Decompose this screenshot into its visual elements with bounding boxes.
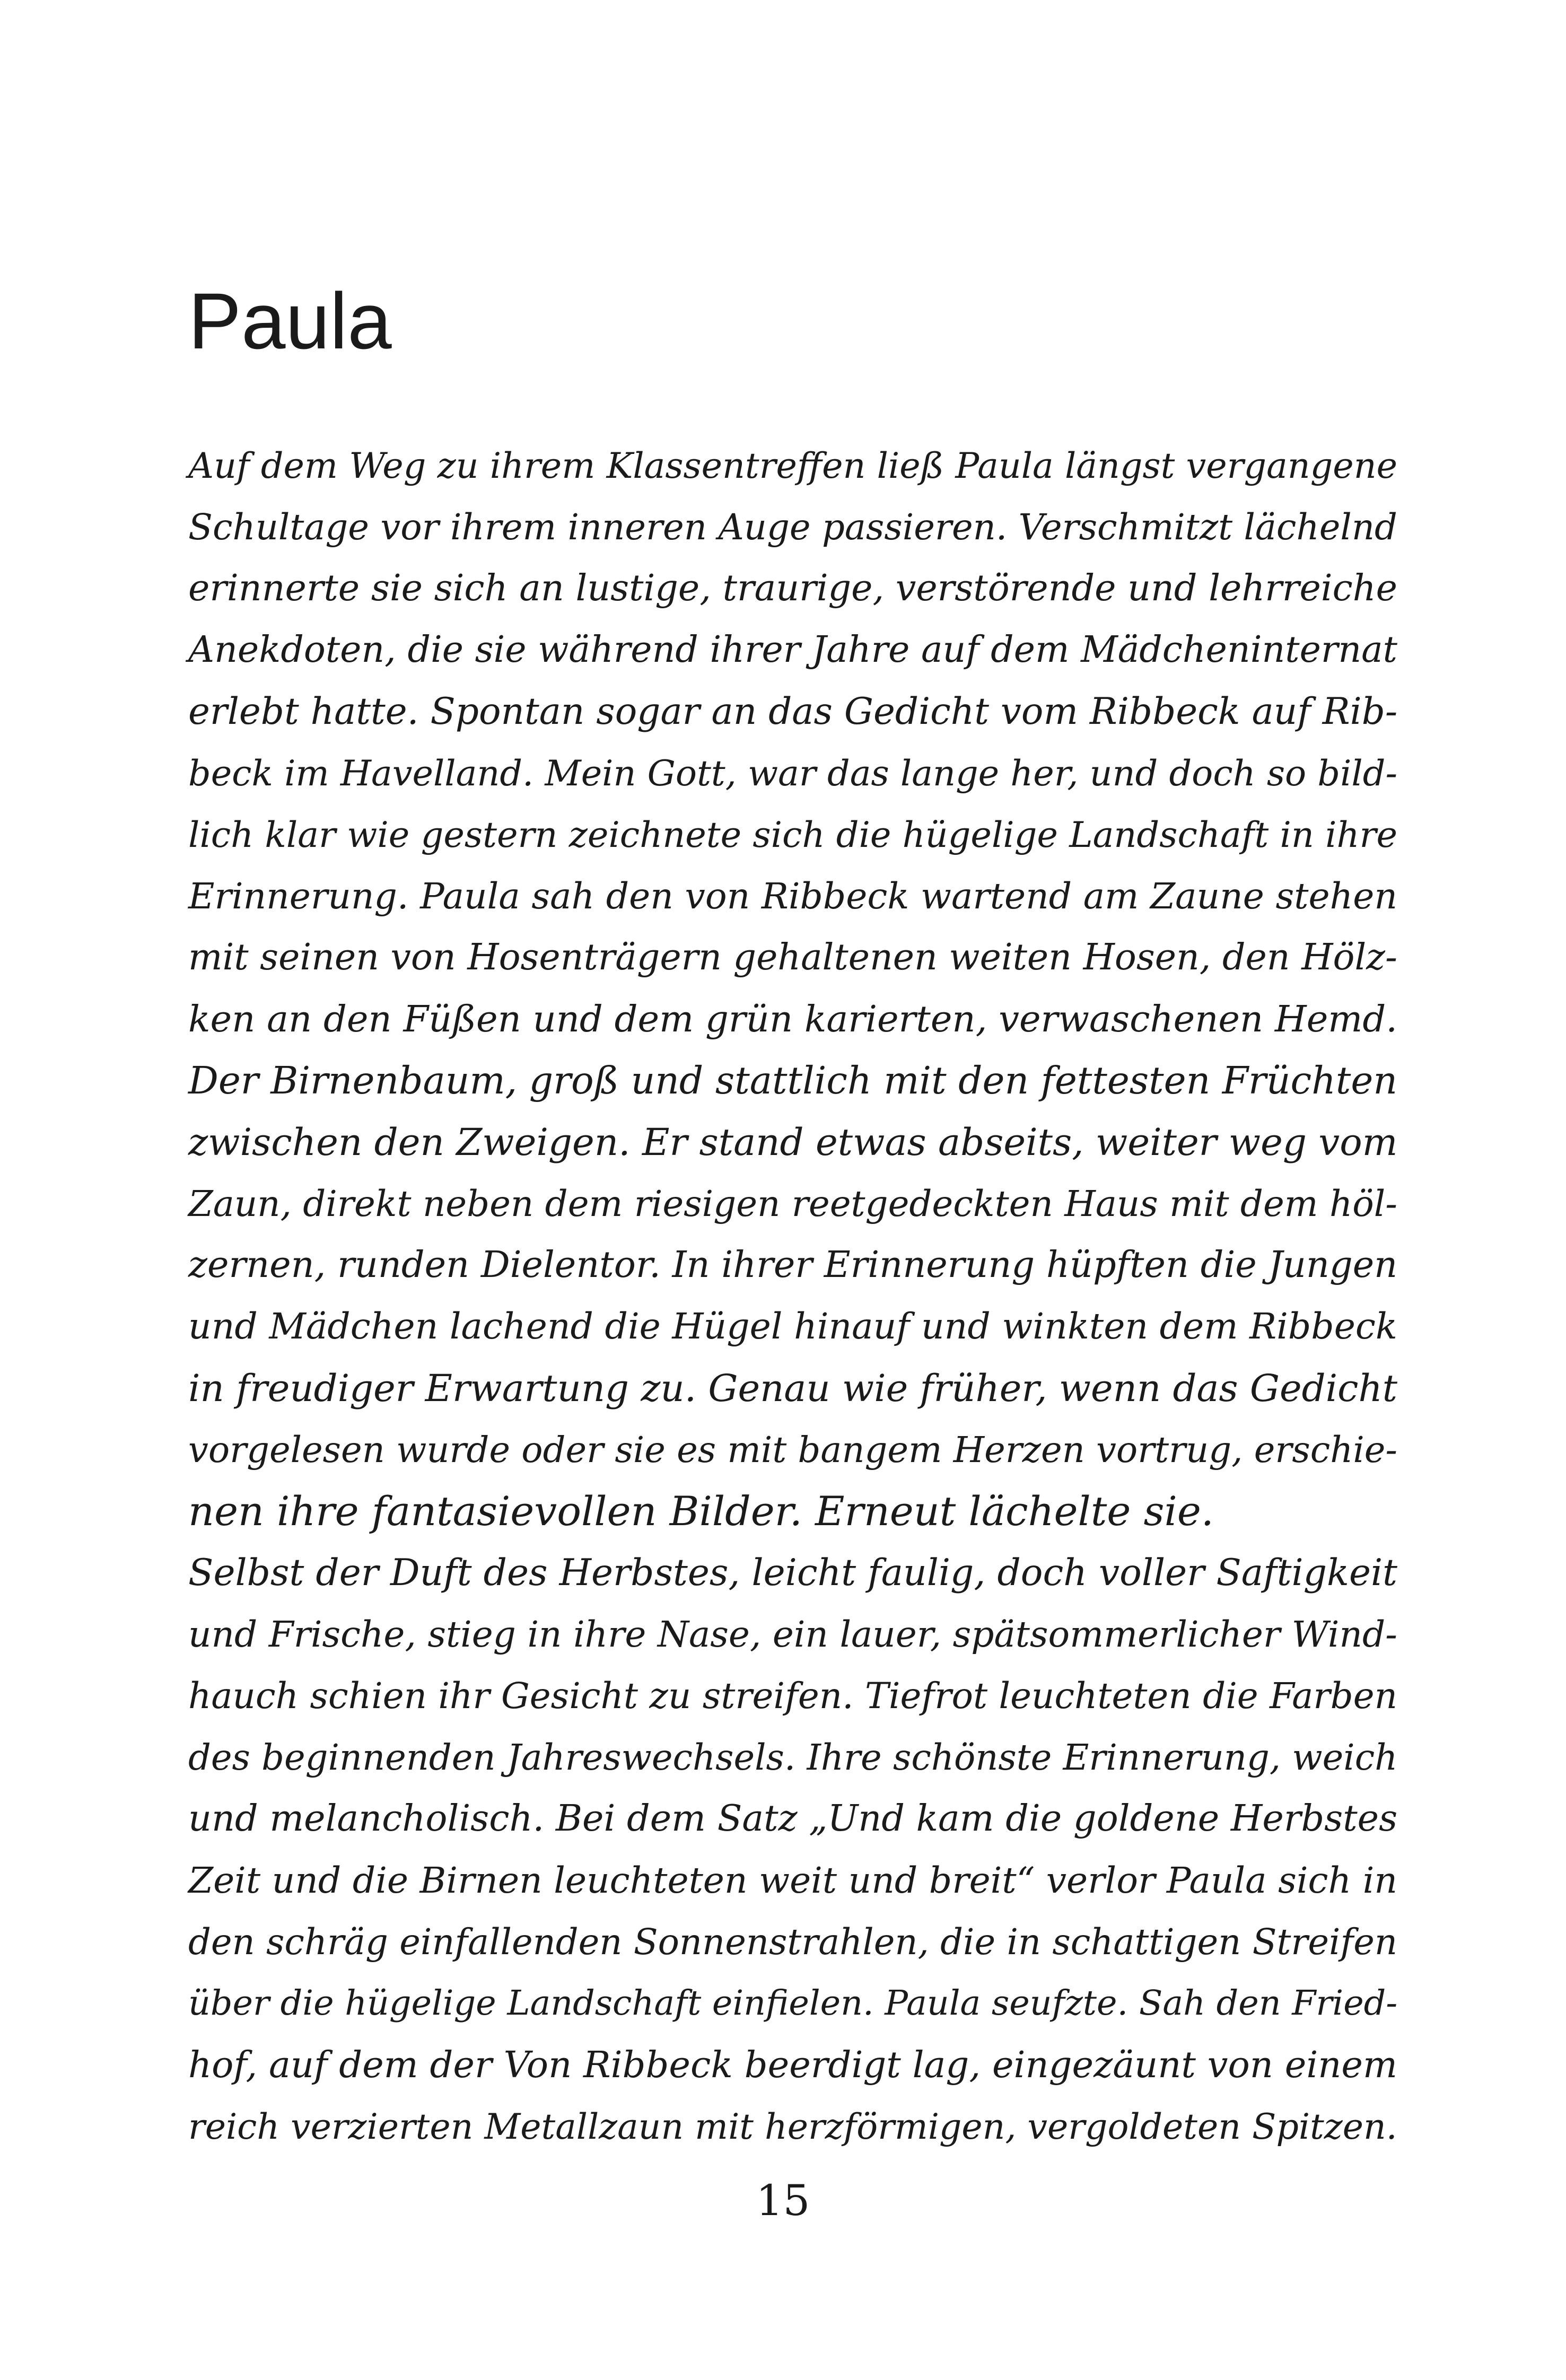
text-line: und Mädchen lachend die Hügel hinauf und winkten dem Ribbeck (188, 1306, 1397, 1348)
text-line: in freudiger Erwartung zu. Genau wie früher, wenn das Gedicht (188, 1367, 1398, 1410)
text-line: zernen, runden Dielentor. In ihrer Erinnerung hüpften die Jungen (188, 1244, 1398, 1286)
text-line: erlebt hatte. Spontan sogar an das Gedicht vom Ribbeck auf Rib- (188, 690, 1398, 733)
text-line: Zaun, direkt neben dem riesigen reetgedeckten Haus mit dem höl- (188, 1183, 1397, 1224)
text-line: erinnerte sie sich an lustige, traurige, verstörende und lehrreiche (188, 567, 1397, 609)
body-text (188, 435, 1397, 2157)
text-line: zwischen den Zweigen. Er stand etwas abseits, weiter weg vom (188, 1121, 1398, 1164)
page-number: 15 (756, 2176, 810, 2225)
text-line: und Frische, stieg in ihre Nase, ein lauer, spätsommerlicher Wind- (188, 1613, 1397, 1655)
text-line: hof, auf dem der Von Ribbeck beerdigt lag, eingezäunt von einem (188, 2044, 1397, 2086)
text-line: Selbst der Duft des Herbstes, leicht faulig, doch voller Saftigkeit (188, 1552, 1397, 1594)
paragraph (188, 435, 1397, 1542)
text-line: mit seinen von Hosenträgern gehaltenen weiten Hosen, den Hölz- (188, 937, 1397, 978)
text-line: über die hügelige Landschaft einfielen. Paula seufzte. Sah den Fried- (188, 1983, 1398, 2023)
text-line: ken an den Füßen und dem grün karierten, verwaschenen Hemd. (188, 998, 1397, 1040)
text-line: hauch schien ihr Gesicht zu streifen. Tiefrot leuchteten die Farben (188, 1675, 1397, 1717)
text-line: reich verzierten Metallzaun mit herzförmigen, vergoldeten Spitzen. (188, 2106, 1397, 2147)
chapter-title: Paula (188, 276, 392, 365)
text-line: vorgelesen wurde oder sie es mit bangem Herzen vortrug, erschie- (188, 1429, 1397, 1471)
text-line: und melancholisch. Bei dem Satz „Und kam die goldene Herbstes (188, 1798, 1398, 1840)
text-line: Der Birnenbaum, groß und stattlich mit den fettesten Früchten (188, 1058, 1397, 1102)
text-line: nen ihre fantasievollen Bilder. Erneut lächelte sie. (188, 1488, 1214, 1535)
text-line: Auf dem Weg zu ihrem Klassentreffen ließ Paula längst vergangene (188, 445, 1397, 486)
text-line: lich klar wie gestern zeichnete sich die hügelige Landschaft in ihre (188, 814, 1397, 855)
paragraph (188, 1542, 1397, 2157)
text-line: Anekdoten, die sie während ihrer Jahre auf dem Mädcheninternat (188, 629, 1397, 671)
text-line: Erinnerung. Paula sah den von Ribbeck wartend am Zaune stehen (188, 875, 1397, 917)
text-line: Zeit und die Birnen leuchteten weit und breit“ verlor Paula sich in (188, 1859, 1397, 1901)
text-line: den schräg einfallenden Sonnenstrahlen, die in schattigen Streifen (188, 1921, 1397, 1963)
text-line: des beginnenden Jahreswechsels. Ihre schönste Erinnerung, weich (188, 1737, 1398, 1778)
text-line: Schultage vor ihrem inneren Auge passieren. Verschmitzt lächelnd (188, 506, 1397, 548)
text-line: beck im Havelland. Mein Gott, war das lange her, und doch so bild- (188, 752, 1397, 794)
